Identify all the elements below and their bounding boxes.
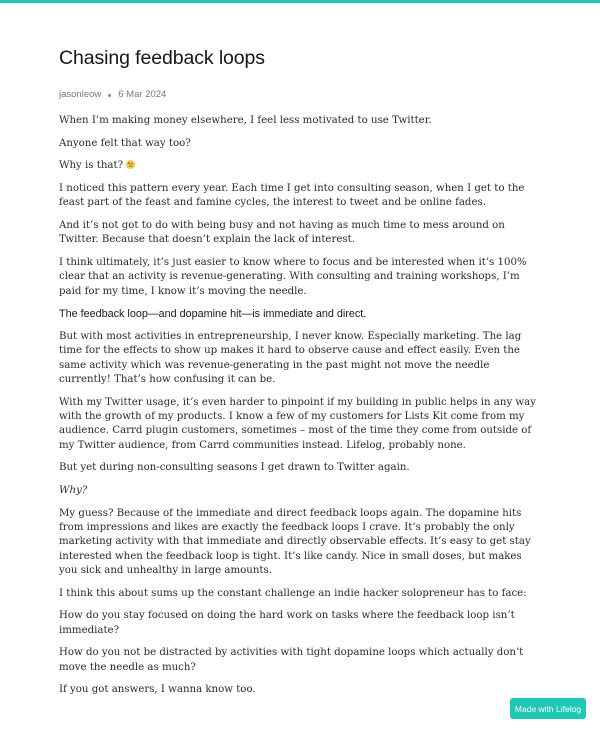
paragraph-text: But yet during non-consulting seasons I get drawn to Twitter again. xyxy=(59,462,410,474)
paragraph-text: If you got answers, I wanna know too. xyxy=(59,684,256,696)
post-paragraph xyxy=(59,114,539,128)
paragraph-text: Anyone felt that way too? xyxy=(59,137,191,149)
paragraph-text: I think ultimately, it’s just easier to know where to focus and be interested when it’s 100% clear that an activity is revenue-generating. With consulting and training workshops, I’m paid for my time, I know it’s moving the needle. xyxy=(59,256,527,297)
post-paragraph xyxy=(59,219,539,248)
post-paragraph xyxy=(59,461,539,475)
paragraph-text: Why is that? xyxy=(59,160,124,172)
post-paragraph xyxy=(59,137,539,151)
paragraph-text: Why? xyxy=(59,485,88,496)
post-body xyxy=(59,114,539,698)
paragraph-text: When I’m making money elsewhere, I feel less motivated to use Twitter. xyxy=(59,115,432,126)
thinking-face-icon xyxy=(126,160,135,169)
post-date: 6 Mar 2024 xyxy=(118,89,167,100)
top-accent-bar xyxy=(0,0,600,3)
paragraph-text: With my Twitter usage, it’s even harder to pinpoint if my building in public helps in any way with the growth of my products. I know a few of my customers for Lists Kit come from my audience. Carrd plugin customers, sometimes – most of the time they come from outside of my Twitter audience, from Carrd communities instead. Lifelog, probably none. xyxy=(59,396,536,451)
paragraph-text: The feedback loop—and dopamine hit—is immediate and direct. xyxy=(59,308,367,321)
post-paragraph xyxy=(59,484,539,498)
post-paragraph xyxy=(59,396,539,454)
paragraph-text: I noticed this pattern every year. Each time I get into consulting season, when I get to the feast part of the feast and famine cycles, the interest to tweet and be online fades. xyxy=(59,182,525,209)
paragraph-text: My guess? Because of the immediate and direct feedback loops again. The dopamine hits from impressions and likes are exactly the feedback loops I crave. It’s probably the only marketing activity with that immediate and directly observable effects. It’s easy to get stay interested when the feedback loop is tight. It’s like candy. Nice in small doses, but makes you sick and unhealthy in large amounts. xyxy=(59,507,531,577)
post-paragraph xyxy=(59,683,539,697)
post-author[interactable]: jasonleow xyxy=(59,89,102,100)
made-with-lifelog-button[interactable]: Made with Lifelog xyxy=(510,698,586,719)
post-meta xyxy=(59,89,539,101)
paragraph-text: And it’s not got to do with being busy and not having as much time to mess around on Twitter. Because that doesn’t explain the lack of interest. xyxy=(59,219,505,246)
post-paragraph xyxy=(59,159,539,173)
post-paragraph xyxy=(59,609,539,638)
post-paragraph xyxy=(59,182,539,211)
post-title: Chasing feedback loops xyxy=(59,47,265,69)
paragraph-text: But with most activities in entrepreneurship, I never know. Especially marketing. The lag time for the effects to show up makes it hard to observe cause and effect easily. Even the same activity which was revenue-generating in the past might not move the needle currently! That’s how confusing it can be. xyxy=(59,330,522,385)
meta-separator-dot xyxy=(108,94,111,97)
post-paragraph xyxy=(59,507,539,579)
post-paragraph xyxy=(59,646,539,675)
paragraph-text: I think this about sums up the constant challenge an indie hacker solopreneur has to face: xyxy=(59,587,527,599)
paragraph-text: How do you stay focused on doing the hard work on tasks where the feedback loop isn’t immediate? xyxy=(59,610,515,636)
post-paragraph xyxy=(59,330,539,388)
article xyxy=(59,46,539,706)
post-paragraph xyxy=(59,307,539,321)
post-paragraph xyxy=(59,256,539,299)
post-paragraph xyxy=(59,587,539,601)
paragraph-text: How do you not be distracted by activities with tight dopamine loops which actually don’t move the needle as much? xyxy=(59,647,524,673)
